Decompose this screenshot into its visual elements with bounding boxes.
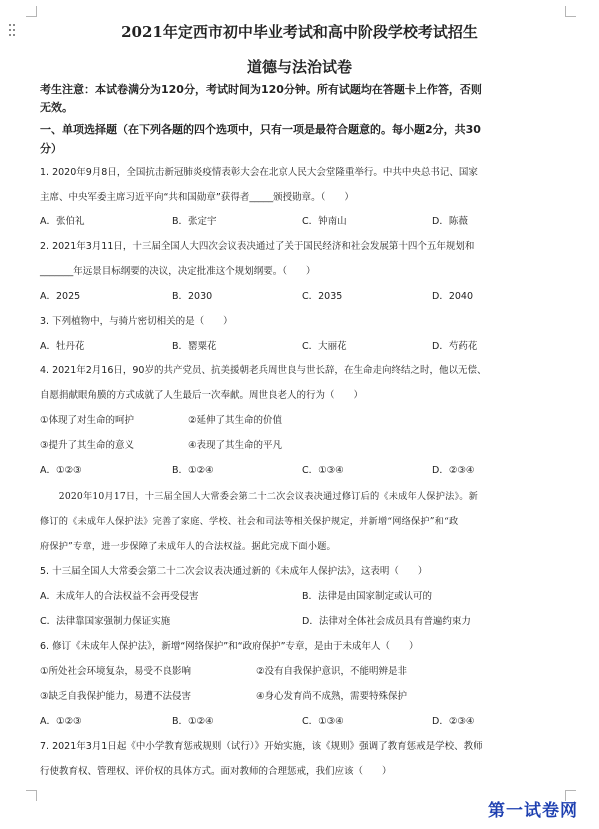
question-1-option-b: B．张定宇 bbox=[172, 216, 217, 227]
exam-title: 2021年定西市初中毕业考试和高中阶段学校考试招生 bbox=[121, 23, 478, 41]
question-2-option-d: D．2040 bbox=[432, 291, 473, 302]
crop-mark-bottom-left bbox=[26, 790, 37, 801]
question-4-statement-4: ④表现了其生命的平凡 bbox=[188, 440, 283, 451]
question-4-option-c: C．①③④ bbox=[302, 465, 344, 476]
question-6-statement-4: ④身心发育尚不成熟，需要特殊保护 bbox=[256, 691, 408, 702]
exam-subject-title: 道德与法治试卷 bbox=[246, 58, 352, 76]
question-6-statement-1: ①所处社会环境复杂，易受不良影响 bbox=[40, 666, 192, 677]
question-2-option-c: C．2035 bbox=[302, 291, 343, 302]
question-4-statement-2: ②延伸了其生命的价值 bbox=[188, 415, 283, 426]
question-7-stem: 7. 2021年3月1日起《中小学教育惩戒规则（试行）》开始实施，该《规则》强调了教育惩戒是学校、教师 bbox=[40, 741, 483, 752]
question-1-option-c: C．钟南山 bbox=[302, 216, 347, 227]
site-watermark: 第一试卷网 bbox=[488, 801, 578, 821]
question-3-option-b: B．罂粟花 bbox=[172, 341, 217, 352]
section-heading-line2: 分） bbox=[40, 142, 62, 155]
reading-material-line2: 修订的《未成年人保护法》完善了家庭、学校、社会和司法等相关保护规定，并新增“网络保护”和“政 bbox=[40, 516, 459, 527]
question-5-option-d: D．法律对全体社会成员具有普遍约束力 bbox=[302, 616, 471, 627]
question-5-option-c: C．法律靠国家强制力保证实施 bbox=[40, 616, 171, 627]
question-4-statement-1: ①体现了对生命的呵护 bbox=[40, 415, 135, 426]
crop-mark-top-left bbox=[26, 6, 37, 17]
candidate-notice-line1: 考生注意：本试卷满分为120分，考试时间为120分钟。所有试题均在答题卡上作答，否则 bbox=[40, 83, 482, 96]
question-3-stem: 3. 下列植物中，与骑片密切相关的是（ ） bbox=[40, 316, 233, 327]
question-2-option-b: B．2030 bbox=[172, 291, 213, 302]
crop-mark-top-right bbox=[565, 6, 576, 17]
question-1-stem-cont: 主席、中央军委主席习近平向“共和国勋章”获得者_____颁授勋章。（ ） bbox=[40, 192, 354, 203]
question-3-option-d: D．芍药花 bbox=[432, 341, 478, 352]
question-6-statement-2: ②没有自我保护意识，不能明辨是非 bbox=[256, 666, 408, 677]
question-1-option-d: D．陈薇 bbox=[432, 216, 468, 227]
question-6-stem: 6. 修订《未成年人保护法》，新增“网络保护”和“政府保护”专章，是由于未成年人（ ） bbox=[40, 641, 419, 652]
reading-material-line1: 2020年10月17日，十三届全国人大常委会第二十二次会议表决通过修订后的《未成年人保护法》。新 bbox=[40, 491, 479, 502]
question-5-option-a: A．未成年人的合法权益不会再受侵害 bbox=[40, 591, 199, 602]
question-2-stem: 2. 2021年3月11日，十三届全国人大四次会议表决通过了关于国民经济和社会发展第十四个五年规划和 bbox=[40, 241, 475, 252]
question-4-option-b: B．①②④ bbox=[172, 465, 214, 476]
question-3-option-c: C．大丽花 bbox=[302, 341, 347, 352]
question-4-stem: 4. 2021年2月16日，90岁的共产党员、抗美援朝老兵周世良与世长辞，在生命走向终结之时，他以无偿、 bbox=[40, 365, 487, 376]
question-6-statement-3: ③缺乏自我保护能力，易遭不法侵害 bbox=[40, 691, 192, 702]
question-6-option-b: B．①②④ bbox=[172, 716, 214, 727]
question-6-option-c: C．①③④ bbox=[302, 716, 344, 727]
question-5-stem: 5. 十三届全国人大常委会第二十二次会议表决通过新的《未成年人保护法》，这表明（ ） bbox=[40, 566, 428, 577]
candidate-notice-line2: 无效。 bbox=[40, 101, 73, 114]
question-3-option-a: A．牡丹花 bbox=[40, 341, 85, 352]
question-2-stem-cont: _______年远景目标纲要的决议，决定批准这个规划纲要。（ ） bbox=[40, 266, 316, 277]
question-1-stem: 1. 2020年9月8日，全国抗击新冠肺炎疫情表彰大会在北京人民大会堂隆重举行。中共中央总书记、国家 bbox=[40, 167, 478, 178]
question-4-option-d: D．②③④ bbox=[432, 465, 475, 476]
question-1-option-a: A．张伯礼 bbox=[40, 216, 85, 227]
section-heading-line1: 一、单项选择题（在下列各题的四个选项中，只有一项是最符合题意的。每小题2分，共30 bbox=[40, 123, 481, 136]
question-6-option-a: A．①②③ bbox=[40, 716, 82, 727]
question-4-statement-3: ③提升了其生命的意义 bbox=[40, 440, 135, 451]
reading-material-line3: 府保护”专章，进一步保障了未成年人的合法权益。据此完成下面小题。 bbox=[40, 541, 336, 552]
question-4-option-a: A．①②③ bbox=[40, 465, 82, 476]
question-4-stem-cont: 自愿捐献眼角膜的方式成就了人生最后一次奉献。周世良老人的行为（ ） bbox=[40, 390, 364, 401]
question-2-option-a: A．2025 bbox=[40, 291, 81, 302]
question-6-option-d: D．②③④ bbox=[432, 716, 475, 727]
question-7-stem-cont: 行使教育权、管理权、评价权的具体方式。面对教师的合理惩戒，我们应该（ ） bbox=[40, 766, 392, 777]
question-5-option-b: B．法律是由国家制定或认可的 bbox=[302, 591, 433, 602]
